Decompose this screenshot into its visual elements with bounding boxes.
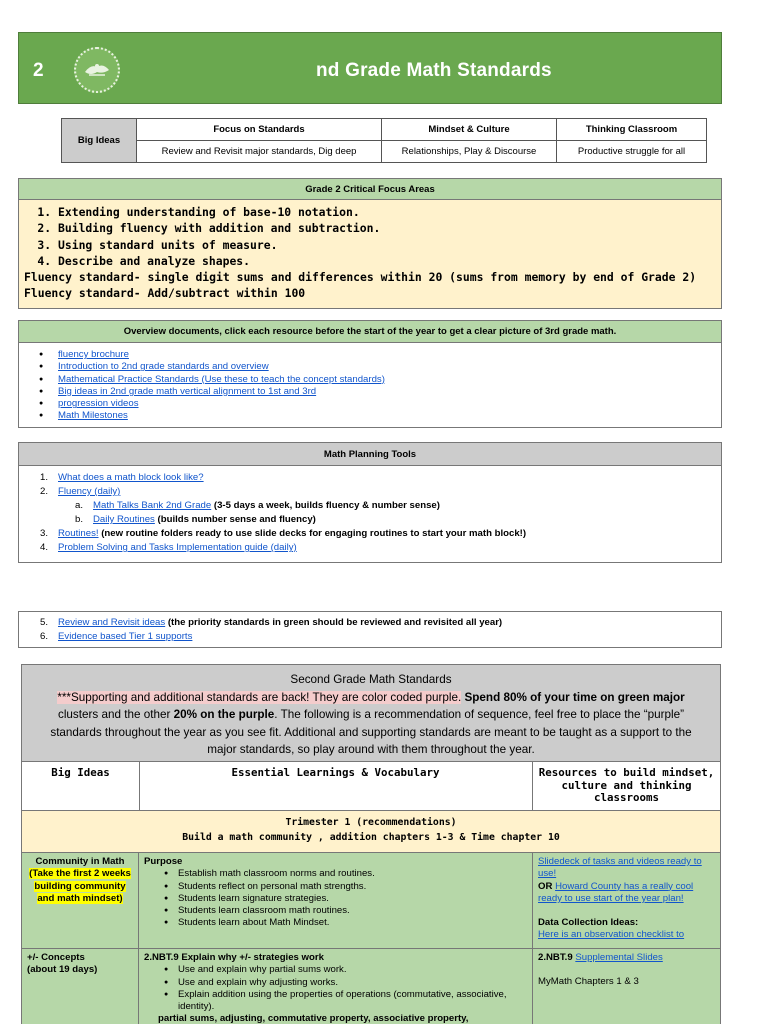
practice-standards-link[interactable]: Mathematical Practice Standards (Use these to teach the concept standards) bbox=[58, 373, 385, 385]
col-essential-learnings: Essential Learnings & Vocabulary bbox=[231, 766, 440, 779]
list-item bbox=[39, 374, 721, 386]
planning-tools-continued bbox=[18, 611, 722, 648]
fluency-daily-link[interactable]: Fluency (daily) bbox=[58, 486, 121, 497]
data-collection-label: Data Collection Ideas: bbox=[538, 917, 639, 929]
page-title: nd Grade Math Standards bbox=[316, 60, 552, 81]
row-heading: 2.NBT.9 Explain why +/- strategies work bbox=[144, 952, 324, 963]
overview-box bbox=[18, 320, 722, 428]
supplemental-slides-link[interactable]: Supplemental Slides bbox=[575, 952, 663, 963]
list-item: 3. Using standard units of measure. bbox=[58, 237, 716, 253]
planning-tools-title: Math Planning Tools bbox=[19, 443, 721, 466]
focus-standards-text: Review and Revisit major standards, Dig deep bbox=[137, 141, 382, 163]
list-item: 1. Extending understanding of base-10 notation. bbox=[58, 204, 716, 220]
table-row: Community in Math (Take the first 2 weeks building community and math mindset) Purpose ● Establish math classroom norms and routines. ● Students reflect on personal math strengths. ● Students learn signature strategies. ● Students learn classroom math routines. ● Students learn about Math Mindset. Slidedeck of tasks and videos ready to use! OR Howard County has a really cool ready to use start of the year plan! Data Collection Ideas: Here is an observation checklist to bbox=[22, 853, 720, 949]
trimester-banner bbox=[22, 811, 720, 853]
list-item bbox=[39, 361, 721, 373]
list-item: ● Use and explain why adjusting works. bbox=[164, 977, 527, 989]
daily-routines-link[interactable]: Daily Routines bbox=[93, 514, 155, 525]
planning-tools-box bbox=[18, 442, 722, 563]
routines-link[interactable]: Routines! bbox=[58, 528, 99, 539]
fluency-brochure-link[interactable]: fluency brochure bbox=[58, 349, 129, 360]
list-item: b. Daily Routines (builds number sense and fluency) bbox=[75, 514, 316, 525]
header-banner bbox=[18, 32, 722, 104]
progression-videos-link[interactable]: progression videos bbox=[58, 398, 139, 410]
critical-focus-list bbox=[58, 204, 716, 269]
list-item: ● Use and explain why partial sums work. bbox=[164, 964, 527, 976]
fluency-standard: Fluency standard- single digit sums and differences within 20 (sums from memory by end of Grade 2) bbox=[24, 270, 697, 285]
list-item: 4. Describe and analyze shapes. bbox=[58, 253, 716, 269]
list-item: 2. Building fluency with addition and subtraction. bbox=[58, 220, 716, 236]
divider bbox=[532, 762, 533, 811]
fluency-standard: Fluency standard- Add/subtract within 100 bbox=[24, 286, 306, 301]
overview-title: Overview documents, click each resource before the start of the year to get a clear picture of 3rd grade math. bbox=[19, 321, 721, 343]
list-item: 4. Problem Solving and Tasks Implementation guide (daily) bbox=[40, 542, 297, 553]
column-headers bbox=[22, 762, 720, 811]
slidedeck-link[interactable]: Slidedeck of tasks and videos ready to use! bbox=[538, 856, 702, 880]
col-resources: Resources to build mindset, culture and thinking classrooms bbox=[538, 766, 715, 804]
standards-title: Second Grade Math Standards bbox=[290, 673, 452, 686]
list-item bbox=[39, 349, 721, 361]
thinking-classroom-text: Productive struggle for all bbox=[557, 141, 707, 163]
list-item: ● Students reflect on personal math strengths. bbox=[164, 881, 527, 893]
mindset-culture-text: Relationships, Play & Discourse bbox=[382, 141, 557, 163]
howard-county-link[interactable]: Howard County has a really cool ready to use start of the year plan! bbox=[538, 880, 694, 904]
list-item: ● Students learn about Math Mindset. bbox=[164, 917, 527, 929]
list-item: a. Math Talks Bank 2nd Grade (3-5 days a week, builds fluency & number sense) bbox=[75, 500, 440, 511]
intro-standards-link[interactable]: Introduction to 2nd grade standards and overview bbox=[58, 361, 269, 373]
standards-table bbox=[21, 664, 721, 1024]
divider bbox=[139, 762, 140, 811]
math-milestones-link[interactable]: Math Milestones bbox=[58, 410, 128, 422]
trimester-title: Trimester 1 (recommendations) bbox=[285, 817, 457, 828]
row-idea-note: (Take the first 2 weeks building community and math mindset) bbox=[29, 868, 131, 904]
list-item: 5. Review and Revisit ideas (the priority standards in green should be reviewed and revisited all year) bbox=[40, 617, 503, 628]
trimester-subtitle: Build a math community , addition chapters 1-3 & Time chapter 10 bbox=[182, 832, 560, 843]
standards-header: Second Grade Math Standards ***Supporting and additional standards are back! They are color coded purple. Spend 80% of your time on green major clusters and the other 20% on the purple. The following is a recommendation of sequence, feel free to place the “purple” standards throughout the year as you see fit. Additional and supporting standards are meant to be taught as a support to the major standards, so play around with them throughout the year. bbox=[22, 665, 720, 762]
focus-standards-heading: Focus on Standards bbox=[137, 119, 382, 141]
list-item: ● Students learn signature strategies. bbox=[164, 893, 527, 905]
tier1-supports-link[interactable]: Evidence based Tier 1 supports bbox=[58, 631, 193, 642]
table-row: +/- Concepts (about 19 days) 2.NBT.9 Explain why +/- strategies work ● Use and explain why partial sums work. ● Use and explain why adjusting works. ● Explain addition using the properties of operations (commutative, associative, identity). partial sums, adjusting, commutative property, associative property, 2.NBT.9 Supplemental Slides MyMath Chapters 1 & 3 bbox=[22, 949, 720, 1024]
big-ideas-table bbox=[61, 118, 707, 163]
row-idea-title: Community in Math bbox=[35, 856, 125, 867]
critical-focus-box bbox=[18, 178, 722, 309]
list-item bbox=[39, 410, 721, 422]
grade-number: 2 bbox=[33, 60, 44, 81]
math-talks-link[interactable]: Math Talks Bank 2nd Grade bbox=[93, 500, 212, 511]
mymath-chapters: MyMath Chapters 1 & 3 bbox=[538, 976, 639, 988]
col-big-ideas: Big Ideas bbox=[51, 766, 110, 779]
row-idea-note: (about 19 days) bbox=[27, 964, 98, 976]
list-item: 6. Evidence based Tier 1 supports bbox=[40, 631, 193, 642]
mindset-culture-heading: Mindset & Culture bbox=[382, 119, 557, 141]
list-item: 2. Fluency (daily) bbox=[40, 486, 121, 497]
list-item: 3. Routines! (new routine folders ready to use slide decks for engaging routines to start your math block!) bbox=[40, 528, 527, 539]
vertical-alignment-link[interactable]: Big ideas in 2nd grade math vertical alignment to 1st and 3rd bbox=[58, 385, 317, 397]
critical-focus-title: Grade 2 Critical Focus Areas bbox=[19, 179, 721, 200]
big-ideas-label: Big Ideas bbox=[62, 119, 137, 163]
vocabulary: partial sums, adjusting, commutative property, associative property, bbox=[158, 1013, 469, 1024]
list-item: ● Explain addition using the properties of operations (commutative, associative, identity). bbox=[164, 989, 527, 1014]
list-item bbox=[39, 386, 721, 398]
observation-checklist-link[interactable]: Here is an observation checklist to bbox=[538, 929, 685, 941]
list-item: ● Students learn classroom math routines. bbox=[164, 905, 527, 917]
math-block-link[interactable]: What does a math block look like? bbox=[58, 472, 204, 483]
thinking-classroom-heading: Thinking Classroom bbox=[557, 119, 707, 141]
list-item bbox=[39, 398, 721, 410]
list-item: 1. What does a math block look like? bbox=[40, 472, 204, 483]
school-seal-icon bbox=[74, 47, 120, 93]
overview-links bbox=[19, 343, 721, 427]
problem-solving-link[interactable]: Problem Solving and Tasks Implementation guide (daily) bbox=[58, 542, 297, 553]
review-revisit-link[interactable]: Review and Revisit ideas bbox=[58, 617, 166, 628]
row-idea-title: +/- Concepts bbox=[27, 952, 85, 963]
row-heading: Purpose bbox=[144, 856, 183, 867]
list-item: ● Establish math classroom norms and routines. bbox=[164, 868, 527, 880]
